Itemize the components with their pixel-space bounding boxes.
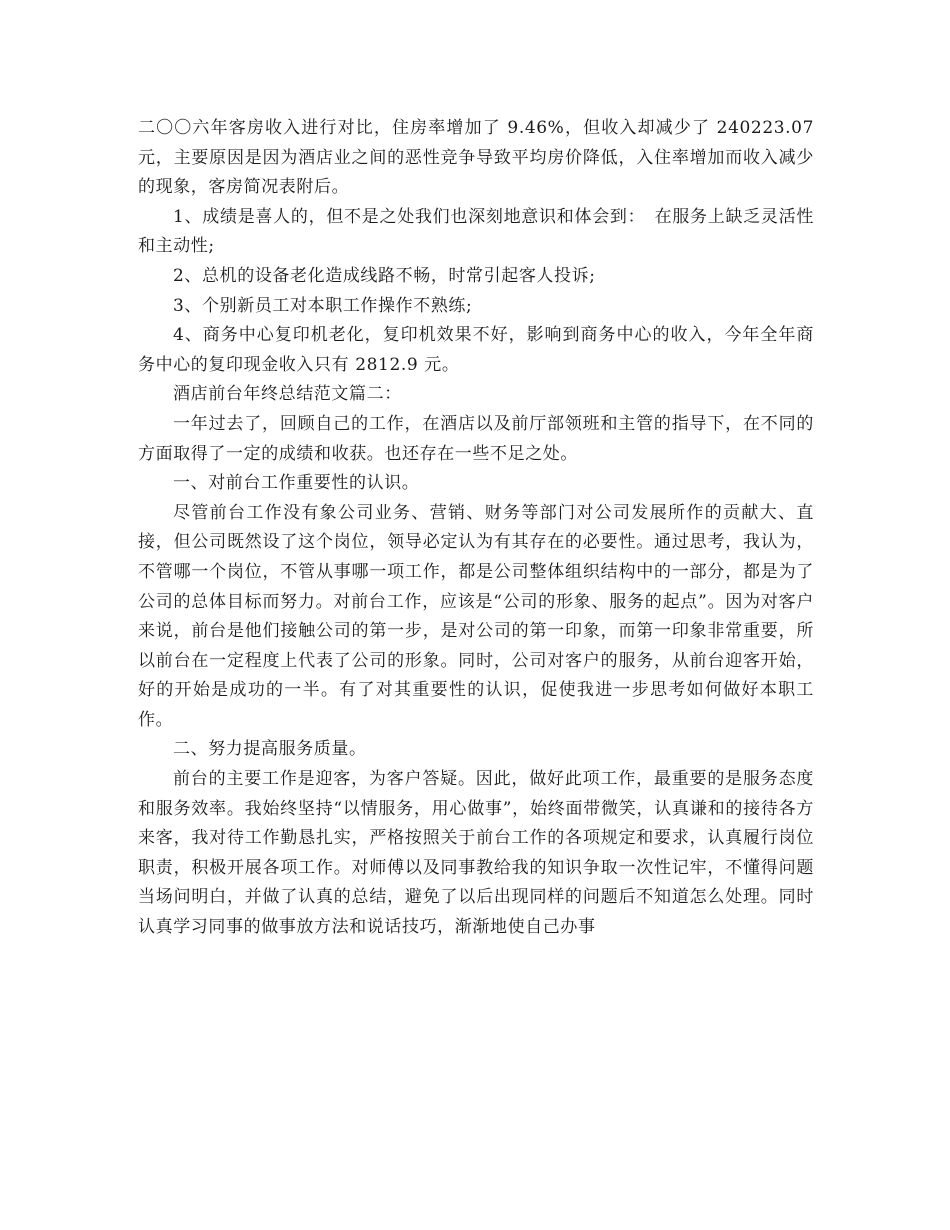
paragraph-importance: 尽管前台工作没有象公司业务、营销、财务等部门对公司发展所作的贡献大、直接，但公司既然设了这个岗位，领导必定认为有其存在的必要性。通过思考，我认为，不管哪一个岗位，不管从事哪一项工作，都是公司整体组织结构中的一部分，都是为了公司的总体目标而努力。对前台工作，应该是“公司的形象、服务的起点”。因为对客户来说，前台是他们接触公司的第一步，是对公司的第一印象，而第一印象非常重要，所以前台在一定程度上代表了公司的形象。同时，公司对客户的服务，从前台迎客开始，好的开始是成功的一半。有了对其重要性的认识，促使我进一步思考如何做好本职工作。 [138,502,814,730]
paragraph-issue-2: 2、总机的设备老化造成线路不畅，时常引起客人投诉; [173,265,596,286]
paragraph-service-quality: 前台的主要工作是迎客，为客户答疑。因此，做好此项工作，最重要的是服务态度和服务效率。我始终坚持“以情服务，用心做事”，始终面带微笑，认真谦和的接待各方来客，我对待工作勤恳扎实，严格按照关于前台工作的各项规定和要求，认真履行岗位职责，积极开展各项工作。对师傅以及同事教给我的知识争取一次性记牢，不懂得问题当场问明白，并做了认真的总结，避免了以后出现同样的问题后不知道怎么处理。同时认真学习同事的做事放方法和说话技巧，渐渐地使自己办事 [138,769,814,938]
paragraph-intro-comparison: 二〇〇六年客房收入进行对比，住房率增加了 9.46%，但收入却减少了 240223.07 元，主要原因是因为酒店业之间的恶性竞争导致平均房价降低，入住率增加而收入减少的现象，客房简况表附后。 [138,118,814,198]
paragraph-year-review: 一年过去了，回顾自己的工作，在酒店以及前厅部领班和主管的指导下，在不同的方面取得了一定的成绩和收获。也还存在一些不足之处。 [138,413,814,464]
subheading-importance: 一、对前台工作重要性的认识。 [173,473,420,494]
paragraph-issue-4: 4、商务中心复印机老化，复印机效果不好，影响到商务中心的收入，今年全年商务中心的复印现金收入只有 2812.9 元。 [138,325,814,375]
paragraph-issue-1: 1、成绩是喜人的，但不是之处我们也深刻地意识和体会到： 在服务上缺乏灵活性和主动性; [138,206,814,257]
paragraph-issue-3: 3、个别新员工对本职工作操作不熟练; [173,295,473,316]
document-body [138,114,814,943]
subheading-service-quality: 二、努力提高服务质量。 [173,739,367,760]
section-heading-part-two: 酒店前台年终总结范文篇二： [173,384,402,405]
